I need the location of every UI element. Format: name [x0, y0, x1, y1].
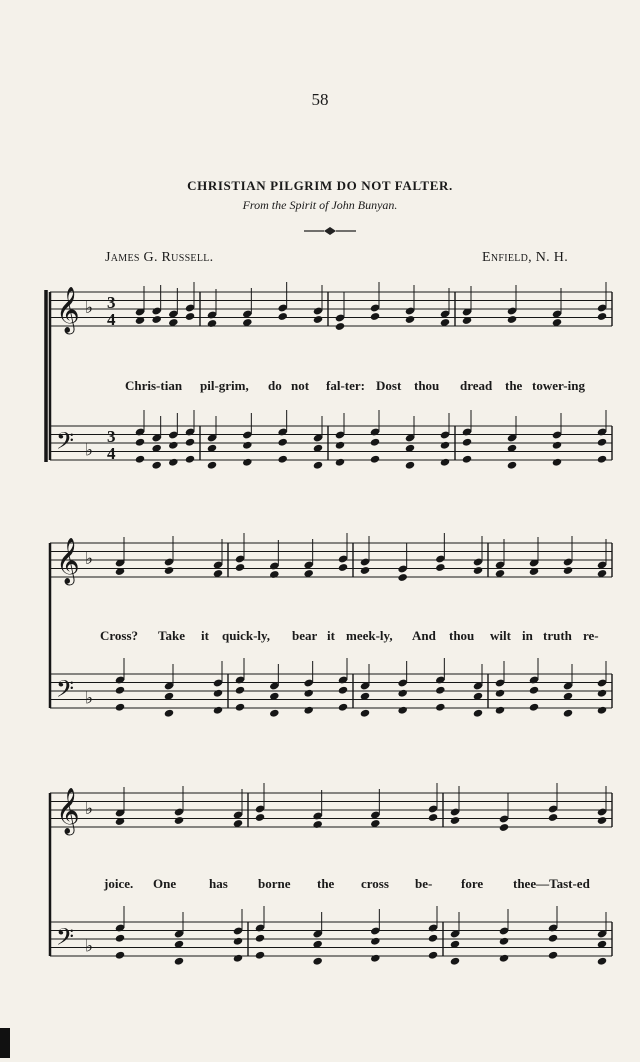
- bass-notehead: [440, 458, 450, 467]
- bass-notehead: [529, 686, 539, 695]
- bass-notehead: [168, 441, 178, 450]
- bass-notehead: [255, 951, 265, 960]
- lyric-syllable: do: [268, 378, 282, 393]
- treble-notehead: [428, 813, 438, 822]
- bass-notehead: [435, 686, 445, 695]
- treble-notehead: [370, 312, 380, 321]
- bass-notehead: [597, 957, 607, 966]
- lyric-syllable: One: [153, 876, 177, 891]
- bass-notehead: [235, 686, 245, 695]
- bass-notehead: [185, 438, 195, 447]
- treble-notehead: [335, 322, 345, 331]
- bass-notehead: [312, 957, 322, 966]
- lyric-syllable: truth: [543, 628, 572, 643]
- key-signature-flat: ♭: [85, 440, 94, 461]
- lyric-syllable: Cross?: [100, 628, 139, 643]
- treble-notehead: [507, 315, 517, 324]
- bass-notehead: [428, 951, 438, 960]
- bass-notehead: [213, 689, 223, 698]
- lyric-syllable: in: [522, 628, 533, 643]
- bass-notehead: [370, 954, 380, 963]
- treble-notehead: [597, 816, 607, 825]
- lyric-syllable: borne: [258, 876, 291, 891]
- treble-notehead: [185, 312, 195, 321]
- bass-notehead: [174, 957, 184, 966]
- key-signature-flat: ♭: [85, 799, 94, 819]
- bass-notehead: [597, 689, 607, 698]
- treble-clef: 𝄞: [56, 538, 80, 584]
- bass-notehead: [115, 951, 125, 960]
- bass-notehead: [313, 461, 323, 470]
- treble-notehead: [563, 566, 573, 575]
- treble-notehead: [164, 566, 174, 575]
- bass-notehead: [277, 438, 287, 447]
- lyric-syllable: the: [317, 876, 335, 891]
- bass-notehead: [338, 686, 348, 695]
- bass-notehead: [168, 458, 178, 467]
- bass-notehead: [303, 689, 313, 698]
- treble-clef: 𝄞: [56, 788, 80, 834]
- bass-notehead: [115, 934, 125, 943]
- bass-notehead: [548, 951, 558, 960]
- treble-notehead: [277, 312, 287, 321]
- bass-notehead: [435, 703, 445, 712]
- time-signature-bottom: 4: [107, 310, 116, 329]
- bass-notehead: [597, 455, 607, 464]
- page-number: 58: [311, 90, 329, 109]
- lyric-syllable: fal-ter:: [326, 378, 365, 393]
- bass-notehead: [135, 455, 145, 464]
- treble-notehead: [207, 319, 217, 328]
- lyric-syllable: not: [291, 378, 310, 393]
- bass-notehead: [115, 703, 125, 712]
- treble-clef: 𝄞: [56, 287, 80, 333]
- lyric-syllable: Chris-tian: [125, 378, 183, 393]
- bass-notehead: [335, 458, 345, 467]
- bass-clef: 𝄢: [56, 923, 75, 956]
- bass-notehead: [552, 458, 562, 467]
- bass-notehead: [269, 709, 279, 718]
- lyric-syllable: be-: [415, 876, 433, 891]
- lyrics-line-3: [0, 876, 640, 896]
- bass-notehead: [440, 441, 450, 450]
- hymn-title: CHRISTIAN PILGRIM DO NOT FALTER.: [187, 178, 453, 193]
- treble-notehead: [499, 823, 509, 832]
- time-signature-bottom: 4: [107, 444, 116, 463]
- lyric-syllable: quick-ly,: [222, 628, 271, 643]
- bass-notehead: [255, 934, 265, 943]
- bass-notehead: [507, 461, 517, 470]
- bass-notehead: [548, 934, 558, 943]
- bass-notehead: [529, 703, 539, 712]
- lyric-syllable: fore: [461, 876, 484, 891]
- lyric-syllable: wilt: [490, 628, 511, 643]
- bass-notehead: [462, 455, 472, 464]
- bass-notehead: [242, 441, 252, 450]
- bass-notehead: [397, 689, 407, 698]
- treble-notehead: [473, 566, 483, 575]
- lyric-syllable: pil-grim,: [200, 378, 249, 393]
- bass-notehead: [597, 706, 607, 715]
- treble-notehead: [235, 563, 245, 572]
- lyric-syllable: has: [209, 876, 228, 891]
- bass-notehead: [370, 438, 380, 447]
- treble-notehead: [435, 563, 445, 572]
- lyric-syllable: thou: [414, 378, 440, 393]
- bass-notehead: [397, 706, 407, 715]
- bass-notehead: [450, 957, 460, 966]
- lyric-syllable: re-: [583, 628, 599, 643]
- bass-notehead: [370, 937, 380, 946]
- bass-notehead: [233, 954, 243, 963]
- lyric-syllable: joice.: [104, 876, 134, 891]
- key-signature-flat: ♭: [85, 298, 94, 318]
- bass-notehead: [207, 461, 217, 470]
- hymn-subtitle: From the Spirit of John Bunyan.: [242, 198, 398, 212]
- bass-notehead: [164, 709, 174, 718]
- lyric-syllable: thou: [449, 628, 475, 643]
- bass-notehead: [495, 689, 505, 698]
- time-signature-top: 3: [107, 427, 116, 446]
- lyric-syllable: tower-ing: [532, 378, 585, 393]
- bass-notehead: [151, 461, 161, 470]
- lyrics-line-2: [0, 628, 640, 648]
- time-signature-top: 3: [107, 293, 116, 312]
- place-credit: Enfield, N. H.: [481, 250, 568, 265]
- treble-notehead: [313, 315, 323, 324]
- lyric-syllable: Take: [158, 628, 185, 643]
- bass-notehead: [462, 438, 472, 447]
- bass-notehead: [213, 706, 223, 715]
- treble-notehead: [255, 813, 265, 822]
- lyric-syllable: meek-ly,: [346, 628, 393, 643]
- key-signature-flat: ♭: [85, 549, 94, 569]
- treble-notehead: [338, 563, 348, 572]
- bass-notehead: [428, 934, 438, 943]
- treble-notehead: [151, 315, 161, 324]
- lyric-syllable: dread: [460, 378, 493, 393]
- bass-notehead: [499, 954, 509, 963]
- bass-notehead: [597, 438, 607, 447]
- lyric-syllable: it: [201, 628, 209, 643]
- treble-notehead: [548, 813, 558, 822]
- bass-notehead: [338, 703, 348, 712]
- treble-notehead: [397, 573, 407, 582]
- treble-notehead: [174, 816, 184, 825]
- bass-notehead: [563, 709, 573, 718]
- bass-notehead: [303, 706, 313, 715]
- bass-notehead: [235, 703, 245, 712]
- bass-notehead: [185, 455, 195, 464]
- lyric-syllable: Dost: [376, 378, 402, 393]
- key-signature-flat: ♭: [85, 688, 94, 709]
- treble-notehead: [405, 315, 415, 324]
- page-edge-mark: [0, 1028, 10, 1058]
- key-signature-flat: ♭: [85, 936, 94, 957]
- bass-notehead: [370, 455, 380, 464]
- lyric-syllable: thee—Tast-ed: [513, 876, 590, 891]
- treble-notehead: [312, 820, 322, 829]
- bass-clef: 𝄢: [56, 675, 75, 708]
- treble-notehead: [360, 566, 370, 575]
- lyric-syllable: cross: [361, 876, 389, 891]
- composer-credit: James G. Russell.: [105, 250, 214, 265]
- bass-notehead: [405, 461, 415, 470]
- lyric-syllable: And: [412, 628, 436, 643]
- bass-clef: 𝄢: [56, 427, 75, 460]
- bass-notehead: [233, 937, 243, 946]
- bass-notehead: [115, 686, 125, 695]
- bass-notehead: [473, 709, 483, 718]
- lyric-syllable: it: [327, 628, 335, 643]
- bass-notehead: [135, 438, 145, 447]
- treble-notehead: [597, 312, 607, 321]
- lyric-syllable: bear: [292, 628, 318, 643]
- lyric-syllable: the: [505, 378, 523, 393]
- bass-notehead: [495, 706, 505, 715]
- lyrics-line-1: [0, 378, 640, 398]
- bass-notehead: [277, 455, 287, 464]
- bass-notehead: [360, 709, 370, 718]
- bass-notehead: [499, 937, 509, 946]
- treble-notehead: [450, 816, 460, 825]
- treble-notehead: [269, 570, 279, 579]
- bass-notehead: [335, 441, 345, 450]
- bass-notehead: [552, 441, 562, 450]
- bass-notehead: [242, 458, 252, 467]
